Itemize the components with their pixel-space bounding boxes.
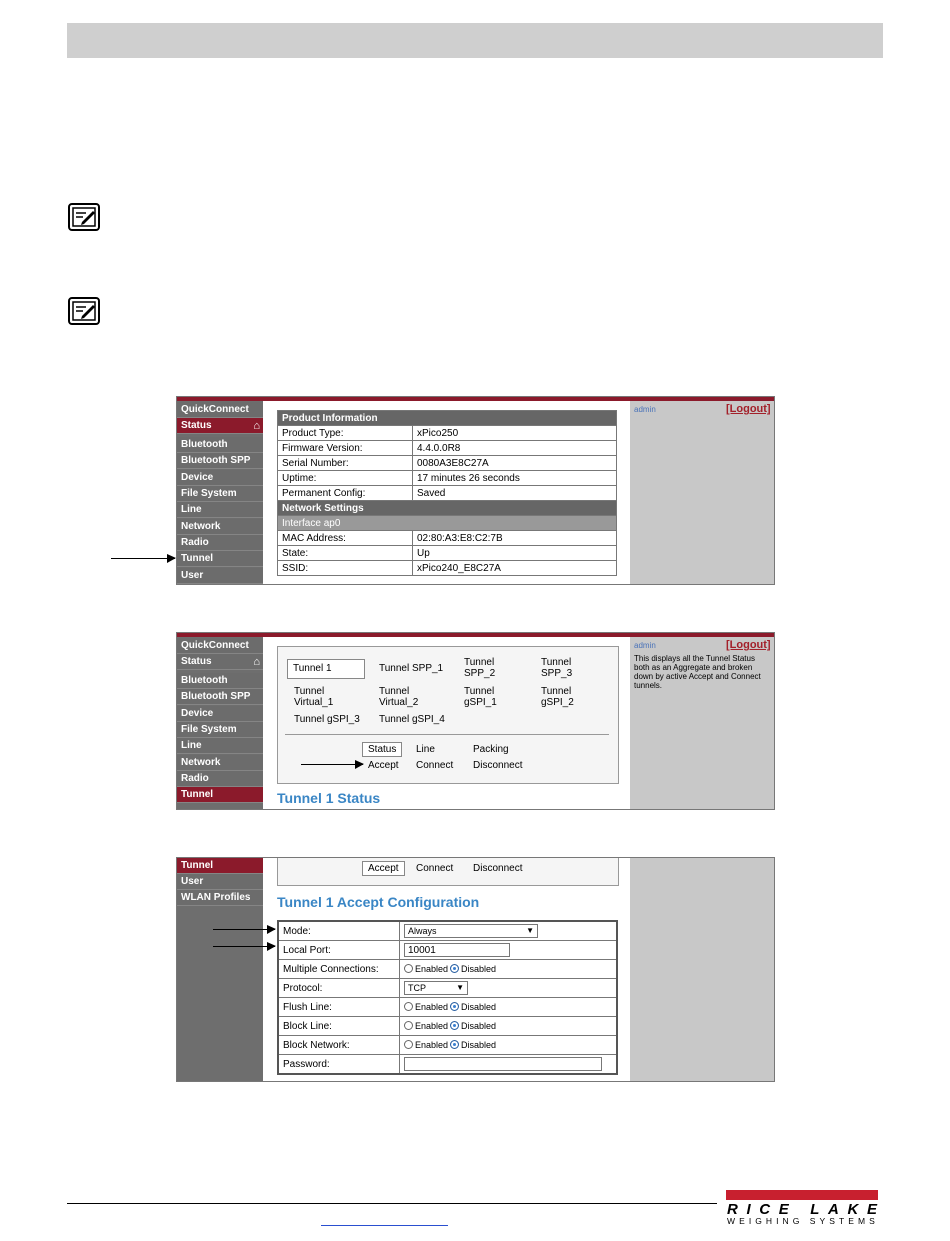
- block-network-label: Block Network:: [278, 1036, 400, 1055]
- sidebar-nav: [177, 637, 263, 809]
- mode-select[interactable]: [404, 924, 538, 938]
- row-value: xPico250: [413, 426, 617, 441]
- row-label: Product Type:: [278, 426, 413, 441]
- row-value: 17 minutes 26 seconds: [413, 471, 617, 486]
- row-value: 4.4.0.0R8: [413, 441, 617, 456]
- note-icon: [68, 203, 100, 231]
- subtab-packing[interactable]: Packing: [473, 744, 509, 755]
- sidebar-item-user[interactable]: User: [177, 874, 263, 890]
- page-header-bar: [67, 23, 883, 58]
- local-port-input[interactable]: 10001: [404, 943, 510, 957]
- subtab-line[interactable]: Line: [416, 744, 435, 755]
- subtab-accept[interactable]: Accept: [362, 861, 405, 876]
- tab-tunnel-spp-2[interactable]: Tunnel SPP_2: [464, 657, 496, 679]
- tab-tunnel-gspi-2[interactable]: Tunnel gSPI_2: [541, 686, 574, 708]
- sidebar-item-file-system[interactable]: File System: [177, 486, 263, 502]
- sidebar-item-line[interactable]: Line: [177, 738, 263, 754]
- accept-config-screenshot: [176, 857, 775, 1082]
- chevron-down-icon: ▼: [456, 983, 464, 992]
- tab-tunnel-gspi-3[interactable]: Tunnel gSPI_3: [294, 714, 360, 725]
- row-value: Saved: [413, 486, 617, 501]
- right-panel: [630, 858, 774, 1081]
- page-title: Tunnel 1 Status: [277, 790, 381, 806]
- row-value: 0080A3E8C27A: [413, 456, 617, 471]
- row-value: 02:80:A3:E8:C2:7B: [413, 531, 617, 546]
- radio-label: Disabled: [461, 1020, 497, 1031]
- password-input[interactable]: [404, 1057, 602, 1071]
- sidebar-item-tunnel[interactable]: Tunnel: [177, 551, 263, 567]
- sidebar-item-line[interactable]: Line: [177, 502, 263, 518]
- subtab-status[interactable]: Status: [362, 742, 402, 757]
- section-header: Product Information: [278, 411, 617, 426]
- callout-arrow: [301, 764, 363, 765]
- row-label: MAC Address:: [278, 531, 413, 546]
- chevron-down-icon: ▼: [526, 926, 534, 935]
- multiple-connections-label: Multiple Connections:: [278, 960, 400, 979]
- flush-line-enabled-radio[interactable]: [404, 1002, 413, 1011]
- home-icon[interactable]: ⌂: [253, 420, 260, 432]
- svg-text:WEIGHING SYSTEMS: WEIGHING SYSTEMS: [727, 1216, 877, 1226]
- page-title: Tunnel 1 Accept Configuration: [277, 894, 480, 910]
- subtab-connect[interactable]: Connect: [416, 863, 454, 874]
- radio-label: Enabled: [415, 963, 449, 974]
- block-line-label: Block Line:: [278, 1017, 400, 1036]
- block-network-enabled-radio[interactable]: [404, 1040, 413, 1049]
- sidebar-item-file-system[interactable]: File System: [177, 722, 263, 738]
- row-label: SSID:: [278, 561, 413, 576]
- subsection-header: Interface ap0: [278, 516, 617, 531]
- row-label: Serial Number:: [278, 456, 413, 471]
- status-page-screenshot: [176, 396, 775, 585]
- sidebar-item-bluetooth-spp[interactable]: Bluetooth SPP: [177, 453, 263, 469]
- sidebar-item-network[interactable]: Network: [177, 755, 263, 771]
- radio-label: Enabled: [415, 1039, 449, 1050]
- row-value: xPico240_E8C27A: [413, 561, 617, 576]
- protocol-value: TCP: [408, 983, 426, 993]
- sidebar-nav: [177, 858, 263, 1081]
- sidebar-item-device[interactable]: Device: [177, 470, 263, 486]
- divider: [285, 734, 609, 735]
- row-label: Firmware Version:: [278, 441, 413, 456]
- row-label: Permanent Config:: [278, 486, 413, 501]
- tab-tunnel-virtual-2[interactable]: Tunnel Virtual_2: [379, 686, 419, 708]
- radio-label: Disabled: [461, 1039, 497, 1050]
- help-text: This displays all the Tunnel Status both as an Aggregate and broken down by active Accept and Connect tunnels.: [634, 654, 761, 690]
- radio-label: Disabled: [461, 963, 497, 974]
- mode-value: Always: [408, 926, 437, 936]
- sidebar-item-quickconnect[interactable]: QuickConnect: [177, 402, 263, 418]
- subtab-connect[interactable]: Connect: [416, 760, 454, 771]
- sidebar-item-radio[interactable]: Radio: [177, 535, 263, 551]
- sidebar-item-wlan-profiles[interactable]: WLAN Profiles: [177, 890, 263, 906]
- section-header: Network Settings: [278, 501, 617, 516]
- mode-label: Mode:: [278, 921, 400, 941]
- radio-label: Enabled: [415, 1020, 449, 1031]
- rice-lake-logo: [726, 1190, 880, 1226]
- footer-rule: [67, 1203, 717, 1204]
- sidebar-item-bluetooth[interactable]: Bluetooth: [177, 673, 263, 689]
- callout-arrow: [213, 946, 275, 947]
- note-icon: [68, 297, 100, 325]
- svg-text:RICE LAKE: RICE LAKE: [727, 1201, 877, 1218]
- sidebar-item-label: Status: [181, 420, 212, 431]
- flush-line-label: Flush Line:: [278, 998, 400, 1017]
- flush-line-disabled-radio[interactable]: [450, 1002, 459, 1011]
- block-network-disabled-radio[interactable]: [450, 1040, 459, 1049]
- sidebar-item-radio[interactable]: Radio: [177, 771, 263, 787]
- sidebar-nav: [177, 401, 263, 584]
- password-label: Password:: [278, 1055, 400, 1075]
- tab-tunnel-spp-1[interactable]: Tunnel SPP_1: [379, 663, 444, 674]
- protocol-select[interactable]: [404, 981, 468, 995]
- subtab-accept[interactable]: Accept: [368, 760, 399, 771]
- sidebar-item-network[interactable]: Network: [177, 519, 263, 535]
- sidebar-item-status[interactable]: [177, 418, 263, 434]
- sidebar-item-tunnel[interactable]: Tunnel: [177, 787, 263, 803]
- sidebar-item-label: Status: [181, 656, 212, 667]
- logout-link[interactable]: [Logout]: [726, 639, 771, 651]
- sidebar-item-user[interactable]: User: [177, 568, 263, 584]
- logout-link[interactable]: [Logout]: [726, 403, 771, 415]
- callout-arrow: [213, 929, 275, 930]
- callout-arrow: [111, 558, 175, 559]
- footer-link-underline: [321, 1225, 448, 1226]
- local-port-label: Local Port:: [278, 941, 400, 960]
- right-panel: [630, 401, 774, 584]
- tab-tunnel-1[interactable]: Tunnel 1: [287, 659, 365, 679]
- radio-label: Enabled: [415, 1001, 449, 1012]
- protocol-label: Protocol:: [278, 979, 400, 998]
- radio-label: Disabled: [461, 1001, 497, 1012]
- row-label: State:: [278, 546, 413, 561]
- subtab-disconnect[interactable]: Disconnect: [473, 760, 523, 771]
- tab-tunnel-spp-3[interactable]: Tunnel SPP_3: [541, 657, 573, 679]
- home-icon[interactable]: ⌂: [253, 656, 260, 668]
- tab-tunnel-virtual-1[interactable]: Tunnel Virtual_1: [294, 686, 334, 708]
- row-label: Uptime:: [278, 471, 413, 486]
- sidebar-item-bluetooth[interactable]: Bluetooth: [177, 437, 263, 453]
- subtab-box: [277, 857, 619, 886]
- tab-tunnel-gspi-4[interactable]: Tunnel gSPI_4: [379, 714, 445, 725]
- block-line-enabled-radio[interactable]: [404, 1021, 413, 1030]
- accept-config-table: [277, 920, 618, 1075]
- status-table: [277, 410, 617, 576]
- block-line-disabled-radio[interactable]: [450, 1021, 459, 1030]
- sidebar-item-status[interactable]: [177, 654, 263, 670]
- sidebar-item-bluetooth-spp[interactable]: Bluetooth SPP: [177, 689, 263, 705]
- multiple-connections-enabled-radio[interactable]: [404, 964, 413, 973]
- tunnel-page-screenshot: [176, 632, 775, 810]
- admin-label: admin: [634, 405, 656, 414]
- multiple-connections-disabled-radio[interactable]: [450, 964, 459, 973]
- admin-label: admin: [634, 641, 656, 650]
- row-value: Up: [413, 546, 617, 561]
- sidebar-item-device[interactable]: Device: [177, 706, 263, 722]
- subtab-disconnect[interactable]: Disconnect: [473, 863, 523, 874]
- sidebar-item-tunnel[interactable]: Tunnel: [177, 858, 263, 874]
- tab-tunnel-gspi-1[interactable]: Tunnel gSPI_1: [464, 686, 497, 708]
- sidebar-item-quickconnect[interactable]: QuickConnect: [177, 638, 263, 654]
